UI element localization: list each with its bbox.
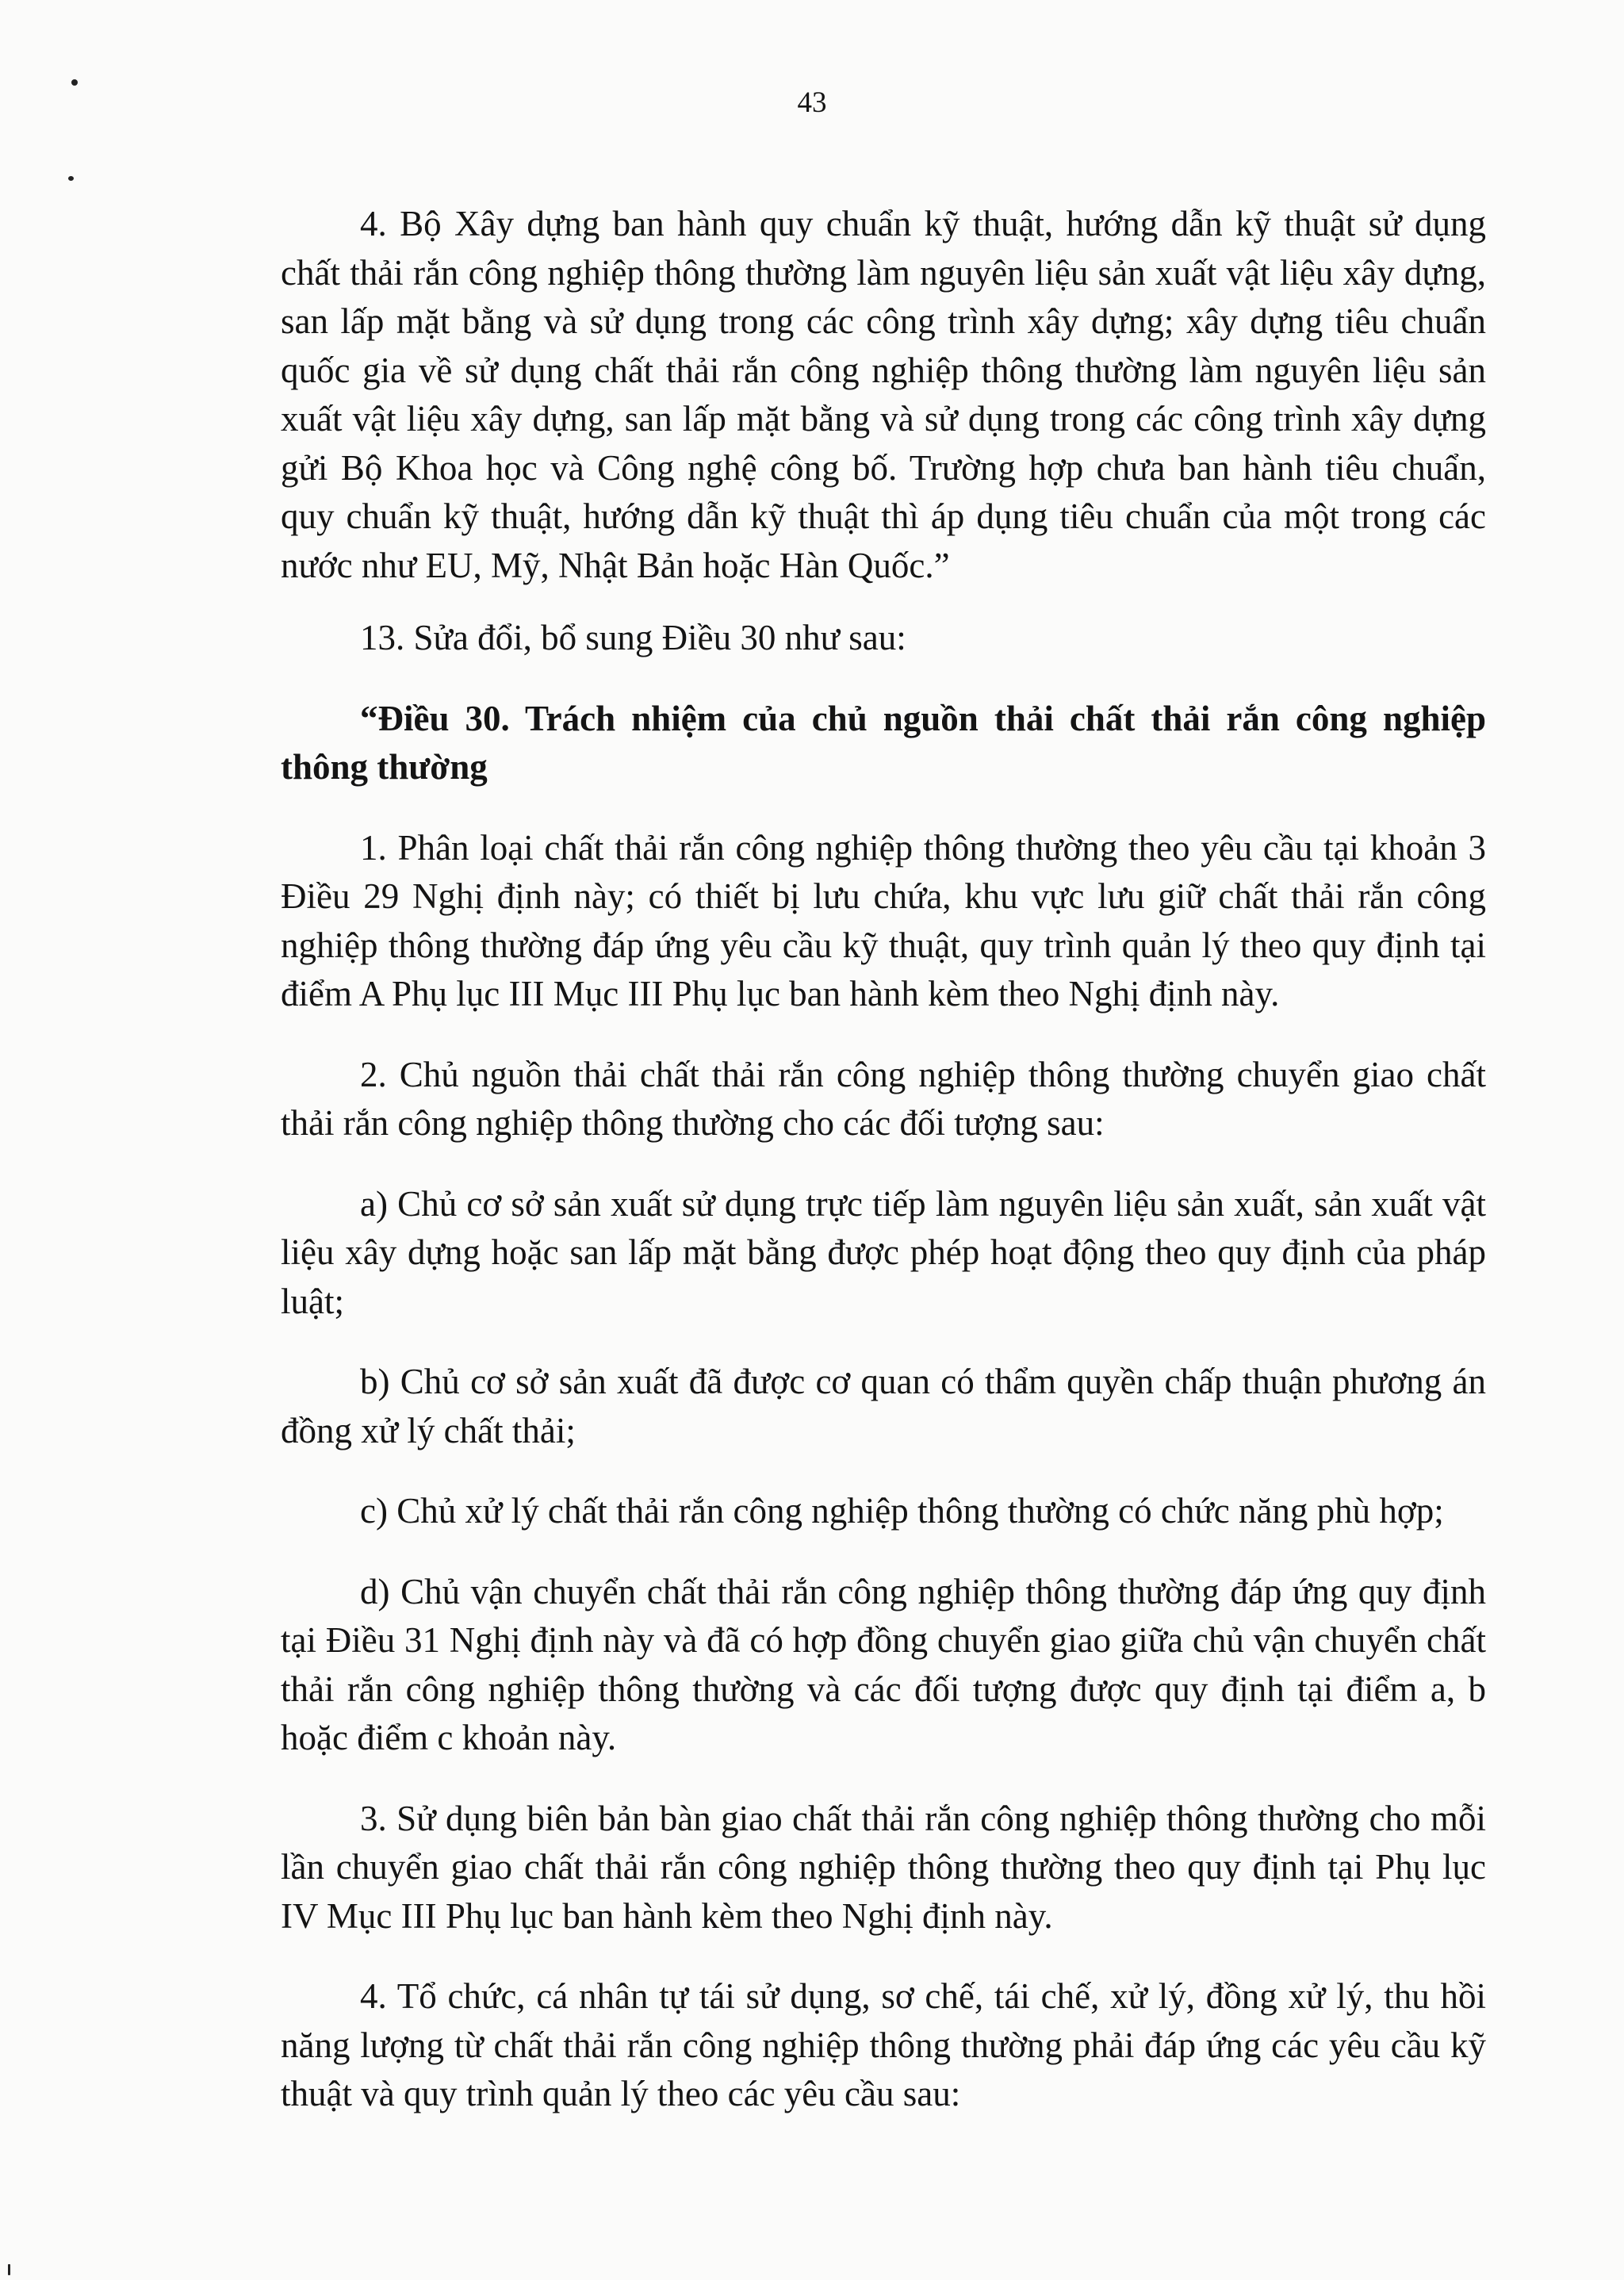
paragraph-amendment-13: 13. Sửa đổi, bổ sung Điều 30 như sau: — [360, 618, 906, 657]
scan-speck — [71, 79, 78, 86]
clause-3-handover-record: 3. Sử dụng biên bản bàn giao chất thải rắn công nghiệp thông thường cho mỗi lần chuyển giao chất thải rắn công nghiệp thông thường theo quy định tại Phụ lục IV Mục III Phụ lục ban hành kèm theo Nghị định này. — [281, 1798, 1486, 1936]
point-d: d) Chủ vận chuyển chất thải rắn công nghiệp thông thường đáp ứng quy định tại Điều 31 Nghị định này và đã có hợp đồng chuyển giao giữa chủ vận chuyển chất thải rắn công nghiệp thông thường và các đối tượng được quy định tại điểm a, b hoặc điểm c khoản này. — [281, 1571, 1486, 1757]
clause-2-transfer: 2. Chủ nguồn thải chất thải rắn công nghiệp thông thường chuyển giao chất thải rắn công nghiệp thông thường cho các đối tượng sau: — [281, 1054, 1486, 1143]
document-body — [281, 200, 1486, 2119]
point-b: b) Chủ cơ sở sản xuất đã được cơ quan có thẩm quyền chấp thuận phương án đồng xử lý chất thải; — [281, 1362, 1486, 1450]
paragraph-bo-xay-dung: 4. Bộ Xây dựng ban hành quy chuẩn kỹ thuật, hướng dẫn kỹ thuật sử dụng chất thải rắn công nghiệp thông thường làm nguyên liệu sản xuất vật liệu xây dựng, san lấp mặt bằng và sử dụng trong các công trình xây dựng; xây dựng tiêu chuẩn quốc gia về sử dụng chất thải rắn công nghiệp thông thường làm nguyên liệu sản xuất vật liệu xây dựng, san lấp mặt bằng và sử dụng trong các công trình xây dựng gửi Bộ Khoa học và Công nghệ công bố. Trường hợp chưa ban hành tiêu chuẩn, quy chuẩn kỹ thuật, hướng dẫn kỹ thuật thì áp dụng tiêu chuẩn của một trong các nước như EU, Mỹ, Nhật Bản hoặc Hàn Quốc.” — [281, 204, 1486, 585]
point-c: c) Chủ xử lý chất thải rắn công nghiệp thông thường có chức năng phù hợp; — [360, 1491, 1444, 1531]
article-30-heading: “Điều 30. Trách nhiệm của chủ nguồn thải chất thải rắn công nghiệp thông thường — [281, 698, 1486, 787]
scan-speck — [8, 2264, 10, 2275]
clause-4-self-treatment: 4. Tổ chức, cá nhân tự tái sử dụng, sơ chế, tái chế, xử lý, đồng xử lý, thu hồi năng lượng từ chất thải rắn công nghiệp thông thường phải đáp ứng các yêu cầu kỹ thuật và quy trình quản lý theo các yêu cầu sau: — [281, 1976, 1486, 2113]
clause-1-classification: 1. Phân loại chất thải rắn công nghiệp thông thường theo yêu cầu tại khoản 3 Điều 29 Nghị định này; có thiết bị lưu chứa, khu vực lưu giữ chất thải rắn công nghiệp thông thường đáp ứng yêu cầu kỹ thuật, quy trình quản lý theo quy định tại điểm A Phụ lục III Mục III Phụ lục ban hành kèm theo Nghị định này. — [281, 827, 1486, 1014]
point-a: a) Chủ cơ sở sản xuất sử dụng trực tiếp làm nguyên liệu sản xuất, sản xuất vật liệu xây dựng hoặc san lấp mặt bằng được phép hoạt động theo quy định của pháp luật; — [281, 1183, 1486, 1321]
scan-speck — [68, 176, 74, 181]
page-number: 43 — [797, 86, 827, 119]
